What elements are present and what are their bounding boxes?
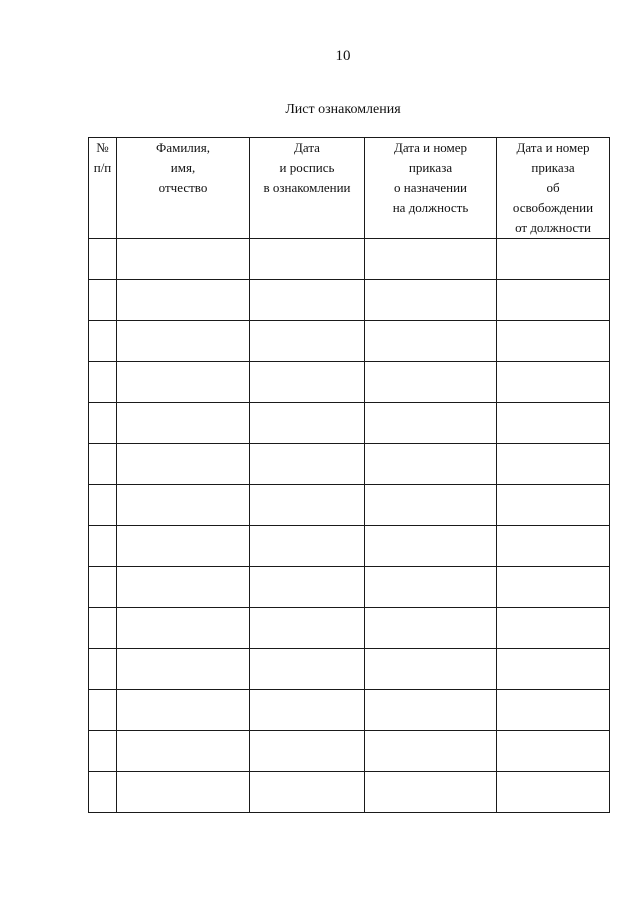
table-row <box>89 567 610 608</box>
table-cell <box>89 690 117 731</box>
table-row <box>89 485 610 526</box>
table-cell <box>117 239 250 280</box>
table-cell <box>250 567 365 608</box>
table-cell <box>365 485 497 526</box>
table-cell <box>117 731 250 772</box>
table-cell <box>89 608 117 649</box>
table-cell <box>117 403 250 444</box>
header-full-name <box>117 138 250 239</box>
table-cell <box>497 567 610 608</box>
header-line: Дата <box>294 140 320 155</box>
table-cell <box>250 321 365 362</box>
table-cell <box>250 280 365 321</box>
table-cell <box>497 690 610 731</box>
table-cell <box>117 321 250 362</box>
table-cell <box>497 362 610 403</box>
table-cell <box>89 772 117 813</box>
table-cell <box>117 444 250 485</box>
header-line: приказа <box>408 160 453 175</box>
header-line: освобождении <box>512 200 594 215</box>
table-cell <box>117 526 250 567</box>
table-row <box>89 649 610 690</box>
table-cell <box>497 649 610 690</box>
table-row <box>89 731 610 772</box>
table-cell <box>117 690 250 731</box>
table-cell <box>117 280 250 321</box>
header-line: приказа <box>531 160 575 175</box>
table-cell <box>250 690 365 731</box>
table-cell <box>497 239 610 280</box>
table-row <box>89 280 610 321</box>
header-line: от должности <box>515 220 591 235</box>
header-appointment-order <box>365 138 497 239</box>
table-cell <box>365 362 497 403</box>
table-cell <box>365 321 497 362</box>
table-body <box>89 239 610 813</box>
header-line: и роспись <box>279 160 335 175</box>
acknowledgement-table <box>88 137 610 813</box>
table-cell <box>89 485 117 526</box>
table-row <box>89 690 610 731</box>
table-cell <box>365 444 497 485</box>
table-cell <box>89 403 117 444</box>
header-line: п/п <box>93 160 112 175</box>
table-cell <box>250 239 365 280</box>
document-title: Лист ознакомления <box>285 102 401 117</box>
table-cell <box>117 608 250 649</box>
table-cell <box>497 403 610 444</box>
table-cell <box>497 485 610 526</box>
table-cell <box>89 567 117 608</box>
table-cell <box>89 321 117 362</box>
table-cell <box>117 772 250 813</box>
header-line: Дата и номер <box>393 140 468 155</box>
table-cell <box>250 526 365 567</box>
table-cell <box>497 731 610 772</box>
table-cell <box>250 608 365 649</box>
table-cell <box>365 772 497 813</box>
header-number <box>89 138 117 239</box>
table-cell <box>250 362 365 403</box>
header-line: № <box>96 140 109 155</box>
table-cell <box>365 649 497 690</box>
table-cell <box>89 362 117 403</box>
table-cell <box>89 239 117 280</box>
table-cell <box>497 608 610 649</box>
header-line: в ознакомлении <box>263 180 351 195</box>
header-line: отчество <box>158 180 208 195</box>
table-cell <box>365 608 497 649</box>
header-line: о назначении <box>394 180 467 195</box>
table-cell <box>250 403 365 444</box>
table-cell <box>497 321 610 362</box>
page-number: 10 <box>335 48 351 64</box>
table-cell <box>497 772 610 813</box>
table-cell <box>365 239 497 280</box>
table-cell <box>365 526 497 567</box>
table-cell <box>497 444 610 485</box>
table-row <box>89 362 610 403</box>
header-line: имя, <box>170 160 196 175</box>
table-cell <box>365 403 497 444</box>
table-row <box>89 608 610 649</box>
header-date-signature <box>250 138 365 239</box>
table-cell <box>117 362 250 403</box>
table-cell <box>117 567 250 608</box>
header-line: Дата и номер <box>516 140 590 155</box>
table-cell <box>89 649 117 690</box>
table-cell <box>117 485 250 526</box>
table-row <box>89 444 610 485</box>
table-cell <box>89 444 117 485</box>
table-cell <box>89 280 117 321</box>
table-cell <box>497 526 610 567</box>
table-row <box>89 526 610 567</box>
table-cell <box>365 690 497 731</box>
header-dismissal-order <box>497 138 610 239</box>
table-cell <box>250 772 365 813</box>
table-row <box>89 403 610 444</box>
header-line: Фамилия, <box>156 140 210 155</box>
table-cell <box>250 485 365 526</box>
table-cell <box>250 731 365 772</box>
table-cell <box>365 280 497 321</box>
table-cell <box>365 567 497 608</box>
table-cell <box>89 731 117 772</box>
table-cell <box>497 280 610 321</box>
table-cell <box>250 444 365 485</box>
table-header-row <box>89 138 610 239</box>
table-row <box>89 239 610 280</box>
table-cell <box>117 649 250 690</box>
header-line: об <box>546 180 560 195</box>
table-cell <box>365 731 497 772</box>
header-line: на должность <box>392 200 469 215</box>
table-row <box>89 321 610 362</box>
table-cell <box>89 526 117 567</box>
table-cell <box>250 649 365 690</box>
table-row <box>89 772 610 813</box>
